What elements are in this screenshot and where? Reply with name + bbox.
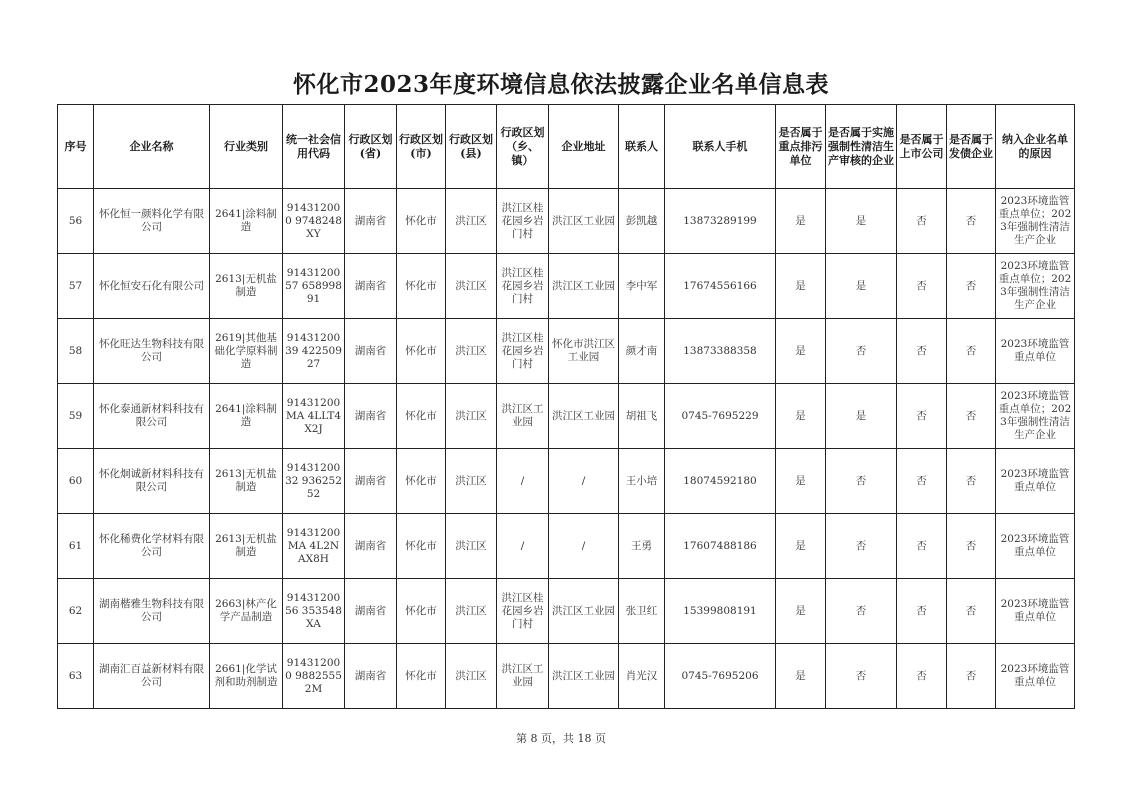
table-header-row xyxy=(58,105,1075,189)
table-cell: 是 xyxy=(776,514,826,579)
table-cell: 洪江区桂花园乡岩门村 xyxy=(497,189,549,254)
table-cell: / xyxy=(549,449,619,514)
table-cell: 怀化市 xyxy=(397,254,446,319)
column-header: 行政区划(省) xyxy=(345,105,397,189)
table-cell: 湖南省 xyxy=(345,319,397,384)
table-cell: 9143120056 353548XA xyxy=(283,579,345,644)
table-cell: 2619|其他基础化学原料制造 xyxy=(210,319,283,384)
table-cell: 否 xyxy=(947,189,996,254)
table-cell: 否 xyxy=(947,384,996,449)
table-cell: 洪江区 xyxy=(446,514,497,579)
table-cell: 否 xyxy=(947,644,996,709)
table-cell: 怀化稀费化学材料有限公司 xyxy=(94,514,210,579)
table-cell: 怀化市 xyxy=(397,579,446,644)
table-cell: 60 xyxy=(58,449,94,514)
table-cell: 2023环境监管重点单位 xyxy=(996,449,1075,514)
column-header: 纳入企业名单的原因 xyxy=(996,105,1075,189)
table-cell: 91431200MA 4LLT4X2J xyxy=(283,384,345,449)
table-cell: 2023环境监管重点单位 xyxy=(996,319,1075,384)
table-cell: 15399808191 xyxy=(665,579,776,644)
table-cell: 否 xyxy=(826,514,897,579)
table-cell: 湖南省 xyxy=(345,189,397,254)
table-cell: 2023环境监管重点单位 xyxy=(996,644,1075,709)
table-cell: 914312000 9748248XY xyxy=(283,189,345,254)
table-cell: 914312000 98825552M xyxy=(283,644,345,709)
table-cell: 肖光汉 xyxy=(619,644,665,709)
table-cell: 59 xyxy=(58,384,94,449)
table-cell: 62 xyxy=(58,579,94,644)
table-row xyxy=(58,384,1075,449)
table-cell: 2023环境监管重点单位 xyxy=(996,579,1075,644)
table-cell: 颜才南 xyxy=(619,319,665,384)
table-cell: 否 xyxy=(826,449,897,514)
table-row xyxy=(58,644,1075,709)
table-cell: 否 xyxy=(826,644,897,709)
table-cell: / xyxy=(497,514,549,579)
table-row xyxy=(58,319,1075,384)
table-cell: 彭凯越 xyxy=(619,189,665,254)
column-header: 行政区划（乡、镇） xyxy=(497,105,549,189)
table-cell: 否 xyxy=(947,319,996,384)
table-cell: 否 xyxy=(897,319,947,384)
table-cell: 是 xyxy=(826,384,897,449)
table-row xyxy=(58,579,1075,644)
table-cell: 湖南汇百益新材料有限公司 xyxy=(94,644,210,709)
column-header: 是否属于上市公司 xyxy=(897,105,947,189)
table-cell: 湖南省 xyxy=(345,254,397,319)
column-header: 是否属于发债企业 xyxy=(947,105,996,189)
table-cell: 怀化旺达生物科技有限公司 xyxy=(94,319,210,384)
table-cell: 洪江区工业园 xyxy=(549,189,619,254)
table-cell: 2023环境监管重点单位；2023年强制性清洁生产企业 xyxy=(996,254,1075,319)
table-cell: 17607488186 xyxy=(665,514,776,579)
table-cell: 湖南省 xyxy=(345,514,397,579)
table-cell: 18074592180 xyxy=(665,449,776,514)
table-cell: 9143120057 65899891 xyxy=(283,254,345,319)
table-cell: 63 xyxy=(58,644,94,709)
table-cell: 58 xyxy=(58,319,94,384)
table-cell: 湖南省 xyxy=(345,384,397,449)
table-cell: 0745-7695229 xyxy=(665,384,776,449)
table-cell: 2613|无机盐制造 xyxy=(210,514,283,579)
page-footer: 第 8 页，共 18 页 xyxy=(516,732,606,745)
table-cell: 否 xyxy=(947,449,996,514)
table-cell: 否 xyxy=(897,644,947,709)
table-cell: 2023环境监管重点单位；2023年强制性清洁生产企业 xyxy=(996,189,1075,254)
table-cell: 是 xyxy=(776,449,826,514)
table-cell: 怀化炯诚新材料科技有限公司 xyxy=(94,449,210,514)
table-cell: 怀化市洪江区工业园 xyxy=(549,319,619,384)
table-cell: 否 xyxy=(897,579,947,644)
column-header: 行业类别 xyxy=(210,105,283,189)
table-cell: 13873289199 xyxy=(665,189,776,254)
table-cell: 否 xyxy=(947,254,996,319)
table-cell: 否 xyxy=(947,579,996,644)
table-cell: 是 xyxy=(776,189,826,254)
table-cell: 洪江区工业园 xyxy=(549,384,619,449)
table-cell: 是 xyxy=(776,579,826,644)
table-cell: 怀化市 xyxy=(397,514,446,579)
table-cell: 怀化市 xyxy=(397,449,446,514)
table-cell: 2661|化学试剂和助剂制造 xyxy=(210,644,283,709)
table-cell: 否 xyxy=(897,189,947,254)
table-cell: 怀化恒一颜料化学有限公司 xyxy=(94,189,210,254)
table-cell: 洪江区 xyxy=(446,384,497,449)
table-row xyxy=(58,514,1075,579)
table-cell: 湖南楷雅生物科技有限公司 xyxy=(94,579,210,644)
table-cell: 是 xyxy=(826,254,897,319)
column-header: 企业地址 xyxy=(549,105,619,189)
table-row xyxy=(58,449,1075,514)
table-cell: 王勇 xyxy=(619,514,665,579)
table-cell: 洪江区工业园 xyxy=(549,644,619,709)
table-cell: 13873388358 xyxy=(665,319,776,384)
table-cell: 李中军 xyxy=(619,254,665,319)
table-cell: 是 xyxy=(776,254,826,319)
table-cell: 怀化泰通新材料科技有限公司 xyxy=(94,384,210,449)
column-header: 是否属于重点排污单位 xyxy=(776,105,826,189)
table-cell: 湖南省 xyxy=(345,579,397,644)
column-header: 行政区划(县) xyxy=(446,105,497,189)
table-cell: 是 xyxy=(776,644,826,709)
enterprise-table xyxy=(57,104,1075,709)
table-cell: 2663|林产化学产品制造 xyxy=(210,579,283,644)
table-cell: 9143120039 42250927 xyxy=(283,319,345,384)
table-cell: 61 xyxy=(58,514,94,579)
table-cell: 否 xyxy=(826,579,897,644)
table-cell: 洪江区桂花园乡岩门村 xyxy=(497,254,549,319)
table-cell: 否 xyxy=(826,319,897,384)
column-header: 行政区划(市) xyxy=(397,105,446,189)
table-cell: 2613|无机盐制造 xyxy=(210,254,283,319)
table-cell: 洪江区 xyxy=(446,579,497,644)
table-cell: 怀化恒安石化有限公司 xyxy=(94,254,210,319)
column-header: 序号 xyxy=(58,105,94,189)
table-cell: 怀化市 xyxy=(397,384,446,449)
table-cell: 洪江区桂花园乡岩门村 xyxy=(497,579,549,644)
table-cell: 洪江区 xyxy=(446,644,497,709)
table-cell: 否 xyxy=(897,514,947,579)
column-header: 统一社会信用代码 xyxy=(283,105,345,189)
table-cell: 2023环境监管重点单位；2023年强制性清洁生产企业 xyxy=(996,384,1075,449)
table-cell: 怀化市 xyxy=(397,319,446,384)
table-cell: 是 xyxy=(826,189,897,254)
table-cell: 张卫红 xyxy=(619,579,665,644)
table-cell: 洪江区 xyxy=(446,449,497,514)
table-cell: 湖南省 xyxy=(345,644,397,709)
table-cell: 2641|涂料制造 xyxy=(210,189,283,254)
table-cell: 洪江区 xyxy=(446,319,497,384)
table-cell: 2023环境监管重点单位 xyxy=(996,514,1075,579)
table-cell: 洪江区 xyxy=(446,189,497,254)
table-cell: 是 xyxy=(776,319,826,384)
table-cell: 57 xyxy=(58,254,94,319)
table-row xyxy=(58,254,1075,319)
table-cell: 怀化市 xyxy=(397,189,446,254)
column-header: 企业名称 xyxy=(94,105,210,189)
table-cell: 是 xyxy=(776,384,826,449)
table-cell: 洪江区工业园 xyxy=(497,644,549,709)
table-cell: 否 xyxy=(897,254,947,319)
table-cell: 湖南省 xyxy=(345,449,397,514)
table-cell: 洪江区 xyxy=(446,254,497,319)
table-row xyxy=(58,189,1075,254)
page-title: 怀化市2023年度环境信息依法披露企业名单信息表 xyxy=(292,71,829,98)
table-cell: 否 xyxy=(947,514,996,579)
table-cell: 91431200MA 4L2NAX8H xyxy=(283,514,345,579)
table-cell: 17674556166 xyxy=(665,254,776,319)
table-cell: 胡祖飞 xyxy=(619,384,665,449)
table-cell: 王小培 xyxy=(619,449,665,514)
table-cell: 2641|涂料制造 xyxy=(210,384,283,449)
table-cell: 洪江区工业园 xyxy=(497,384,549,449)
table-cell: 洪江区工业园 xyxy=(549,579,619,644)
table-cell: 2613|无机盐制造 xyxy=(210,449,283,514)
column-header: 是否属于实施强制性清洁生产审核的企业 xyxy=(826,105,897,189)
table-cell: 0745-7695206 xyxy=(665,644,776,709)
table-cell: 否 xyxy=(897,384,947,449)
table-cell: 洪江区桂花园乡岩门村 xyxy=(497,319,549,384)
table-cell: / xyxy=(549,514,619,579)
table-cell: / xyxy=(497,449,549,514)
table-cell: 56 xyxy=(58,189,94,254)
table-cell: 9143120032 93625252 xyxy=(283,449,345,514)
column-header: 联系人 xyxy=(619,105,665,189)
table-cell: 否 xyxy=(897,449,947,514)
table-cell: 洪江区工业园 xyxy=(549,254,619,319)
column-header: 联系人手机 xyxy=(665,105,776,189)
table-cell: 怀化市 xyxy=(397,644,446,709)
